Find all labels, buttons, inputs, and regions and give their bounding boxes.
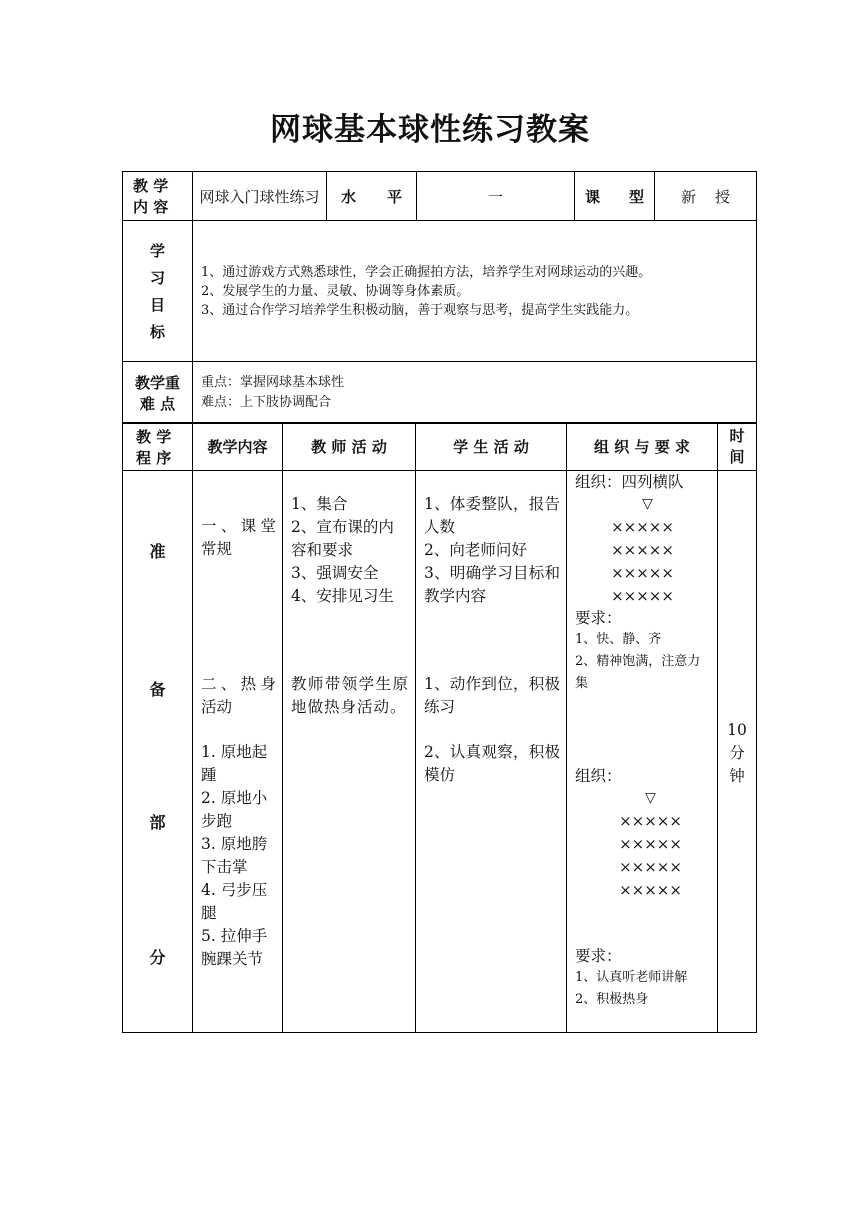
content-column	[193, 471, 283, 1033]
preparation-row	[123, 471, 757, 1033]
teacher-routine: 1、集合 2、宣布课的内容和要求 3、强调安全 4、安排见习生	[291, 495, 394, 605]
type-value-cell: 新 授	[655, 172, 757, 221]
org2-label: 组织：	[575, 767, 622, 785]
content-header: 教学内容	[193, 423, 283, 471]
focus-point: 重点：掌握网球基本球性	[201, 374, 345, 390]
teacher-mark-icon: ▽	[642, 496, 653, 512]
objective-item: 3、通过合作学习培养学生积极动脑，善于观察与思考，提高学生实践能力。	[201, 302, 639, 318]
objectives-list	[193, 221, 757, 362]
student-warmup-1: 1、动作到位，积极练习	[424, 675, 560, 716]
req2-list: 1、认真听老师讲解 2、积极热身	[575, 970, 688, 1007]
content-label-cell: 教 学 内 容	[123, 172, 193, 221]
exercise-list	[201, 741, 276, 971]
procedure-table	[122, 422, 757, 1033]
time-column	[718, 471, 757, 1033]
student-header: 学 生 活 动	[416, 423, 567, 471]
student-column	[416, 471, 567, 1033]
difficulty-point: 难点：上下肢协调配合	[201, 394, 332, 410]
key-points-body	[193, 362, 757, 424]
organization-header: 组 织 与 要 求	[567, 423, 718, 471]
formation-row: ×××××	[611, 518, 674, 536]
req1-list: 1、快、静、齐 2、精神饱满，注意力集	[575, 632, 701, 691]
formation-row: ×××××	[619, 881, 682, 899]
formation-row: ×××××	[611, 587, 674, 605]
org1-label: 组织：四列横队	[575, 473, 684, 491]
teacher-header: 教 师 活 动	[283, 423, 416, 471]
formation-row: ×××××	[619, 812, 682, 830]
teacher-mark-icon: ▽	[645, 790, 656, 806]
header-row	[123, 172, 757, 221]
student-warmup-2: 2、认真观察，积极模仿	[424, 743, 560, 784]
time-value: 10 分 钟	[727, 721, 747, 785]
lesson-plan-table	[122, 171, 757, 424]
exercise-item: 3. 原地胯下击掌	[201, 835, 268, 876]
formation-row: ×××××	[619, 858, 682, 876]
exercise-item: 5. 拉伸手腕踝关节	[201, 927, 268, 968]
key-points-label: 教学重 难 点	[123, 362, 193, 424]
exercise-item: 2. 原地小步跑	[201, 789, 268, 830]
type-label-cell: 课 型	[575, 172, 655, 221]
objectives-row	[123, 221, 757, 362]
req2-label: 要求：	[575, 947, 622, 965]
teacher-column	[283, 471, 416, 1033]
key-points-row	[123, 362, 757, 424]
time-header: 时 间	[718, 423, 757, 471]
page-title: 网球基本球性练习教案	[270, 112, 590, 148]
section-label: 准 备 部 分	[123, 471, 193, 1033]
formation-row: ×××××	[611, 564, 674, 582]
organization-column	[567, 471, 718, 1033]
routine-content: 一、课堂常规	[201, 517, 276, 558]
student-routine: 1、体委整队，报告人数 2、向老师问好 3、明确学习目标和教学内容	[424, 495, 560, 605]
level-value: 一	[417, 172, 575, 221]
exercise-item: 1. 原地起踵	[201, 743, 268, 784]
level-label-cell: 水 平	[327, 172, 417, 221]
formation-row: ×××××	[619, 835, 682, 853]
exercise-item: 4. 弓步压腿	[201, 881, 268, 922]
objective-item: 2、发展学生的力量、灵敏、协调等身体素质。	[201, 283, 470, 299]
content-value: 网球入门球性练习	[193, 172, 327, 221]
formation-2	[575, 787, 726, 902]
formation-row: ×××××	[611, 541, 674, 559]
objective-item: 1、通过游戏方式熟悉球性，学会正确握拍方法，培养学生对网球运动的兴趣。	[201, 264, 652, 280]
order-header: 教 学 程 序	[123, 423, 193, 471]
objectives-label: 学 习 目 标	[123, 221, 193, 362]
column-header-row	[123, 423, 757, 471]
req1-label: 要求：	[575, 609, 622, 627]
formation-1	[567, 493, 718, 608]
teacher-warmup: 教师带领学生原地做热身活动。	[291, 675, 409, 716]
warmup-content: 二、热身活动	[201, 675, 276, 716]
